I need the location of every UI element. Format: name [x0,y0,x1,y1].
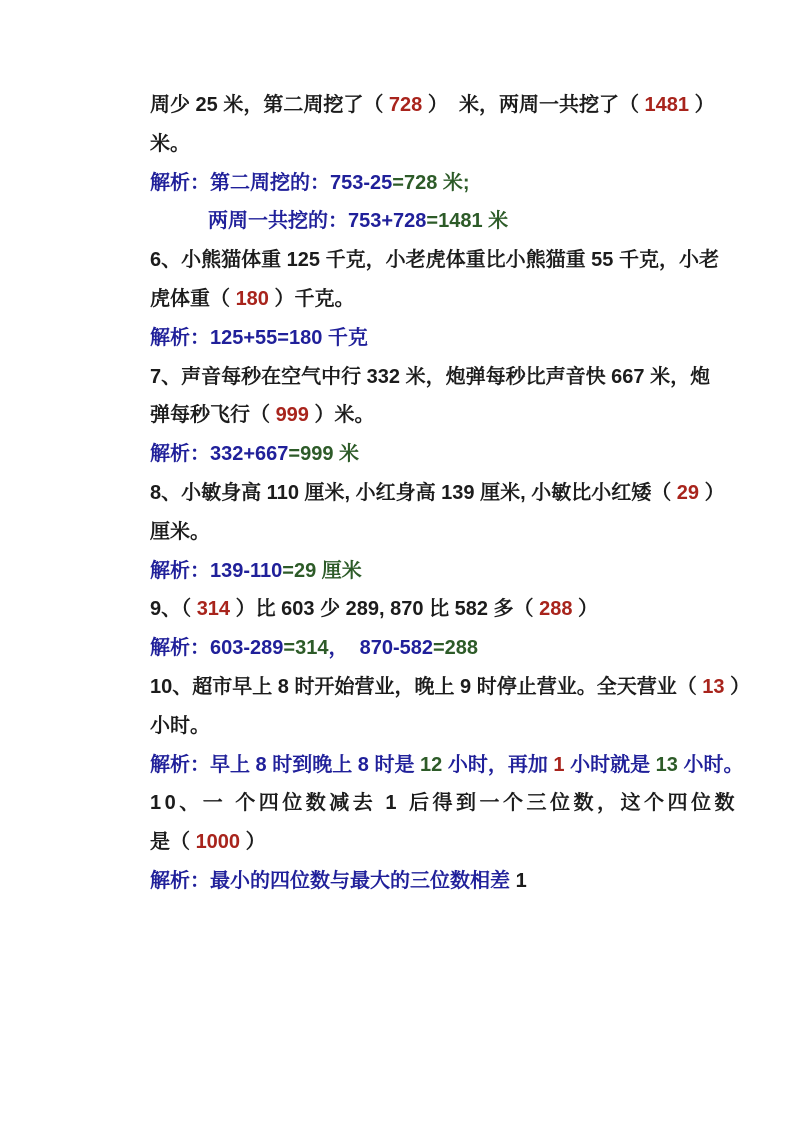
analysis-text: 小时就是 [564,753,656,776]
analysis-line [150,746,753,785]
analysis-line [150,202,753,241]
analysis-text: 解析：第二周挖的：753-25 [150,171,393,194]
problem-line [150,358,753,397]
analysis-text: 两周一共挖的：753+728 [208,210,427,233]
problem-text: 10、超市早上 8 时开始营业，晚上 9 时停止营业。全天营业（ [150,675,703,698]
problem-line [150,396,753,435]
equation-result: =728 米; [392,171,470,194]
equation-result: =999 米 [288,443,360,466]
problem-line [150,513,753,552]
analysis-text: 小时，再加 [442,753,554,776]
problem-line [150,125,753,164]
problem-text: ） [689,94,715,116]
problem-text: 厘米。 [150,520,210,543]
problem-line [150,784,753,823]
problem-text: ） [572,598,599,621]
problem-text: ） 米，两周一共挖了（ [422,94,645,116]
section-continued [150,86,753,241]
problem-text: 6、小熊猫体重 125 千克，小老虎体重比小熊猫重 55 千克，小老 [150,249,719,272]
equation-result: 13 [655,753,678,776]
analysis-text: 解析：332+667 [150,443,289,466]
problem-text: ）比 603 少 289, 870 比 582 多（ [230,598,540,621]
section-q7-2 [150,358,753,474]
section-q10-5 [150,668,753,784]
answer-value: 1481 [644,94,690,116]
analysis-text: 解析：125+55=180 千克 [150,326,368,349]
analysis-text: 小时。 [677,753,744,776]
section-q8-3 [150,474,753,590]
problem-text: 是（ [150,831,196,854]
answer-value: 728 [388,94,423,116]
problem-text: ）米。 [308,404,375,427]
section-q9-4 [150,590,753,668]
problem-text: 米。 [150,132,190,155]
section-q10-6 [150,784,753,900]
problem-text: ） [240,831,266,854]
problem-line [150,280,753,319]
section-q6-1 [150,241,753,357]
problem-line [150,474,753,513]
analysis-text: 解析：139-110 [150,559,283,582]
problem-line [150,86,753,125]
problem-line [150,590,753,629]
problem-text: 弹每秒飞行（ [150,404,276,427]
equation-result: =314 [283,637,329,660]
problem-text: 1 [515,869,527,892]
answer-value: 314 [196,598,231,621]
equation-result: =1481 米 [426,210,509,233]
answer-value: 13 [702,675,725,698]
analysis-text: ， 870-582 [328,637,433,660]
analysis-text: 解析：最小的四位数与最大的三位数相差 [150,869,516,892]
problem-line [150,707,753,746]
problem-line [150,823,753,862]
answer-value: 180 [235,287,269,310]
problem-text: 周少 25 米，第二周挖了（ [150,94,389,116]
answer-value: 999 [275,404,309,427]
problem-text: 9、（ [150,598,197,621]
equation-result: =29 厘米 [282,559,362,582]
problem-text: 虎体重（ [150,287,236,310]
problem-text: ） [699,481,725,504]
analysis-line [150,629,753,668]
analysis-line [150,435,753,474]
worksheet-content [150,86,753,901]
problem-text: ） [724,675,751,698]
analysis-line [150,862,753,901]
equation-result: =288 [432,637,479,660]
problem-text: 小时。 [150,714,210,737]
equation-result: 12 [420,753,443,776]
problem-text: 7、声音每秒在空气中行 332 米，炮弹每秒比声音快 667 米，炮 [150,365,711,388]
answer-value: 288 [539,598,573,621]
analysis-line [150,319,753,358]
problem-line [150,668,753,707]
problem-text: ）千克。 [268,287,355,310]
analysis-line [150,552,753,591]
analysis-line [150,164,753,203]
problem-line [150,241,753,280]
problem-text: 8、小敏身高 110 厘米, 小红身高 139 厘米, 小敏比小红矮（ [150,481,677,504]
analysis-text: 解析：603-289 [150,637,284,660]
answer-value: 1 [553,753,565,776]
analysis-text: 解析：早上 8 时到晚上 8 时是 [150,753,421,776]
answer-value: 29 [676,481,700,504]
answer-value: 1000 [195,831,241,854]
problem-text: 10、一 个四位数减去 1 后得到一个三位数，这个四位数 [150,792,739,815]
